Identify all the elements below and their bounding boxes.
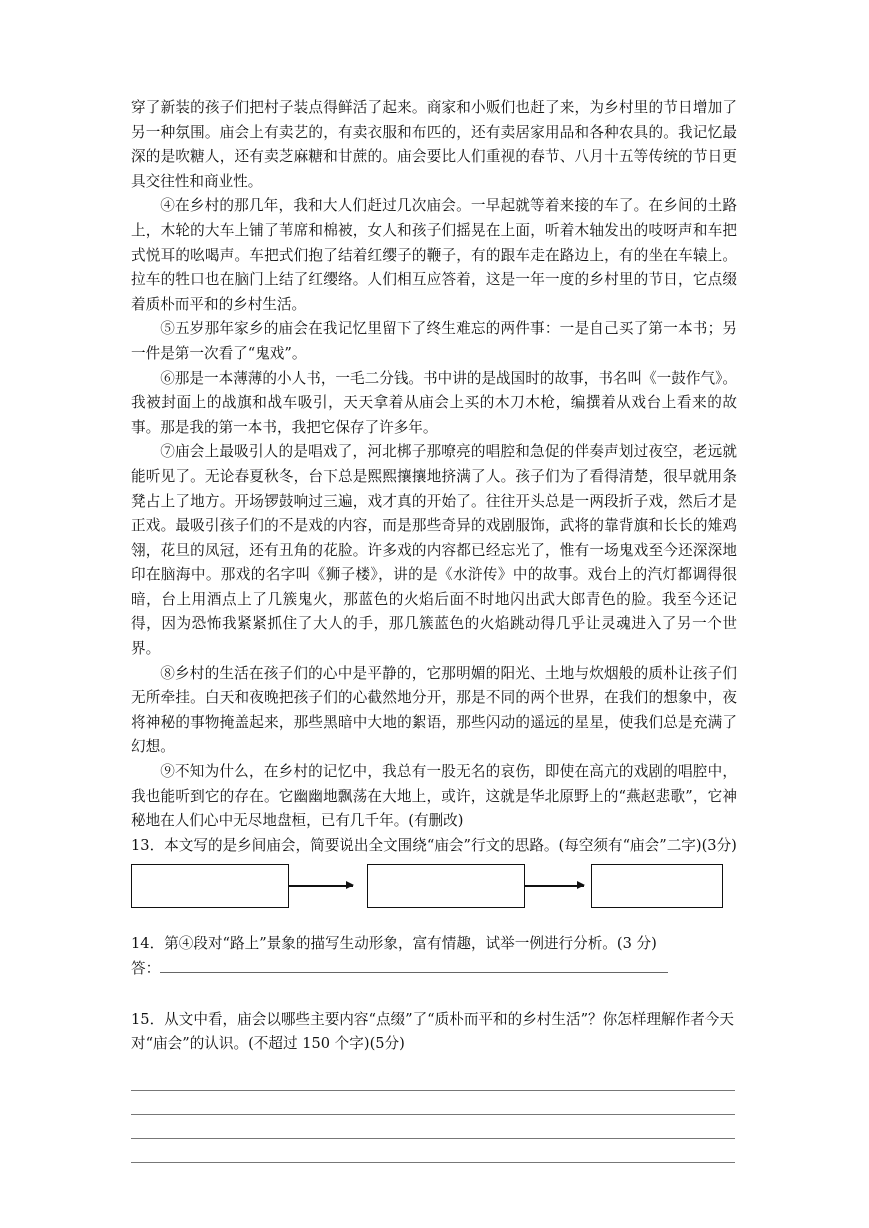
flow-answer-box-3[interactable] (591, 864, 723, 908)
passage-paragraph-7: ⑦庙会上最吸引人的是唱戏了，河北梆子那嘹亮的唱腔和急促的伴奏声划过夜空，老远就能听见了。无论春夏秋冬，台下总是熙熙攘攘地挤满了人。孩子们为了看得清楚，很早就用条凳占上了地方。开场锣鼓响过三遍，戏才真的开始了。往往开头总是一两段折子戏，然后才是正戏。最吸引孩子们的不是戏的内容，而是那些奇异的戏剧服饰，武将的靠背旗和长长的雉鸡翎，花旦的凤冠，还有丑角的花脸。许多戏的内容都已经忘光了，惟有一场鬼戏至今还深深地印在脑海中。那戏的名字叫《狮子楼》，讲的是《水浒传》中的故事。戏台上的汽灯都调得很暗，台上用酒点上了几簇鬼火，那蓝色的火焰后面不时地闪出武大郎青色的脸。我至今还记得，因为恐怖我紧紧抓住了大人的手，那几簇蓝色的火焰跳动得几乎让灵魂进入了另一个世界。 (131, 443, 737, 658)
answer-line-15-2[interactable] (131, 1091, 735, 1115)
passage-paragraph-8: ⑧乡村的生活在孩子们的心中是平静的，它那明媚的阳光、土地与炊烟般的质朴让孩子们无所牵挂。白天和夜晚把孩子们的心截然地分开，那是不同的两个世界，在我们的想象中，夜将神秘的事物掩盖起来，那些黑暗中大地的絮语，那些闪动的遥远的星星，使我们总是充满了幻想。 (131, 664, 737, 756)
passage-paragraph-continued: 穿了新装的孩子们把村子装点得鲜活了起来。商家和小贩们也赶了来，为乡村里的节日增加了另一种氛围。庙会上有卖艺的，有卖衣服和布匹的，还有卖居家用品和各种农具的。我记忆最深的是吹糖人，还有卖芝麻糖和甘蔗的。庙会要比人们重视的春节、八月十五等传统的节日更具交往性和商业性。 (131, 99, 737, 190)
answer-line-15-1[interactable] (131, 1067, 735, 1091)
answer-line-15-3[interactable] (131, 1115, 735, 1139)
passage-paragraph-5: ⑤五岁那年家乡的庙会在我记忆里留下了终生难忘的两件事：一是自己买了第一本书；另一件是第一次看了“鬼戏”。 (131, 320, 737, 362)
passage-paragraph-6: ⑥那是一本薄薄的小人书，一毛二分钱。书中讲的是战国时的故事，书名叫《一鼓作气》。我被封面上的战旗和战车吸引，天天拿着从庙会上买的木刀木枪，编撰着从戏台上看来的故事。那是我的第一本书，我把它保存了许多年。 (131, 369, 737, 436)
flow-answer-box-2[interactable] (367, 864, 525, 908)
question-14-answer (131, 957, 737, 982)
question-13-flowchart (131, 864, 737, 912)
flow-arrow-2 (525, 885, 584, 886)
flow-arrow-1 (289, 885, 353, 886)
answer-line-15-4[interactable] (131, 1139, 735, 1163)
passage-paragraph-4: ④在乡村的那几年，我和大人们赶过几次庙会。一早起就等着来接的车了。在乡间的土路上，木轮的大车上铺了苇席和棉被，女人和孩子们摇晃在上面，听着木轴发出的吱呀声和车把式悦耳的吆喝声。车把式们抱了结着红缨子的鞭子，有的跟车走在路边上，有的坐在车辕上。拉车的牲口也在脑门上结了红缨络。人们相互应答着，这是一年一度的乡村里的节日，它点缀着质朴而平和的乡村生活。 (131, 197, 737, 313)
question-15: 15．从文中看，庙会以哪些主要内容“点缀”了“质朴而平和的乡村生活”？你怎样理解作者今天对“庙会”的认识。(不超过 150 个字)(5分) (131, 1010, 734, 1053)
exam-page (131, 96, 737, 1163)
answer-label: 答： (131, 960, 161, 977)
question-15-answer-lines (131, 1067, 737, 1163)
question-14: 14．第④段对“路上”景象的描写生动形象，富有情趣，试举一例进行分析。(3 分) (131, 935, 657, 953)
passage-paragraph-9: ⑨不知为什么，在乡村的记忆中，我总有一股无名的哀伤，即使在高亢的戏剧的唱腔中，我也能听到它的存在。它幽幽地飘荡在大地上，或许，这就是华北原野上的“燕赵悲歌”，它神秘地在人们心中无尽地盘桓，已有几千年。(有删改) (131, 763, 737, 830)
answer-line-14[interactable] (160, 958, 668, 973)
flow-answer-box-1[interactable] (131, 864, 289, 908)
question-13: 13．本文写的是乡间庙会，简要说出全文围绕“庙会”行文的思路。(每空须有“庙会”二字)(3分) (131, 836, 737, 854)
